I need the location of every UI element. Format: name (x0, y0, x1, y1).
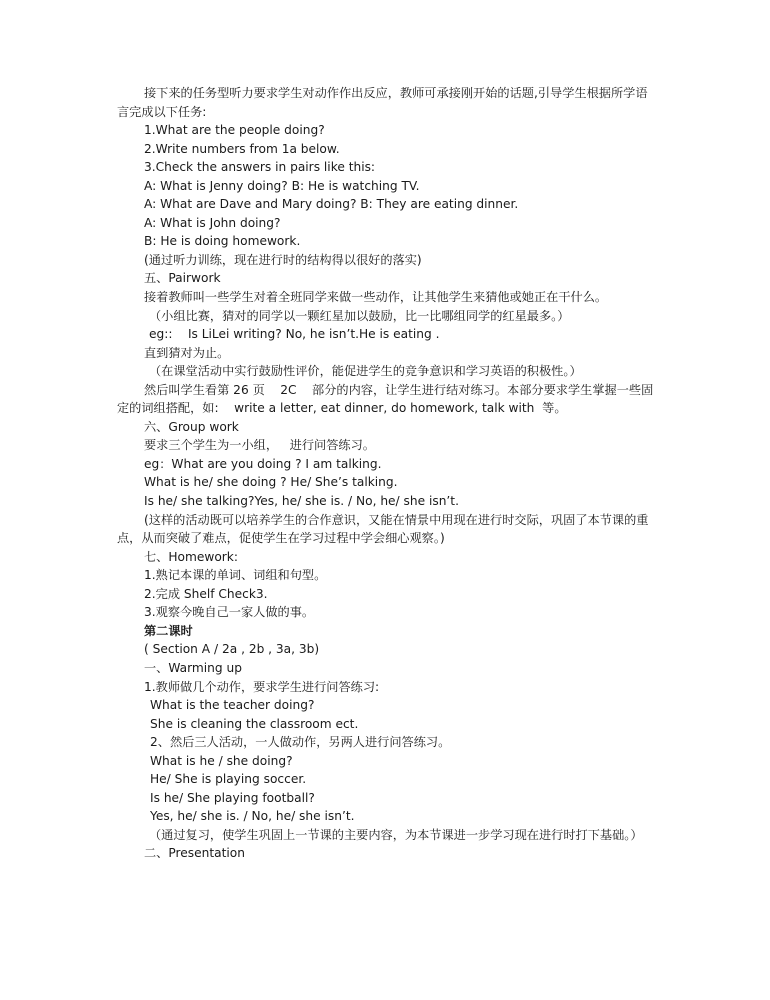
note-line: （小组比赛，猜对的同学以一颗红星加以鼓励，比一比哪组同学的红星最多。） (149, 308, 570, 323)
note-paragraph: （通过复习，使学生巩固上一节课的主要内容，为本节课进一步学习现在进行时打下基础。） (149, 827, 643, 842)
text-line: 2、然后三人活动，一人做动作，另两人进行问答练习。 (150, 735, 451, 750)
homework-item: 1.熟记本课的单词、词组和句型。 (144, 568, 327, 583)
section-heading-groupwork: 六、Group work (144, 419, 239, 434)
task-2: 2.Write numbers from 1a below. (144, 141, 340, 156)
lesson-title: 第二课时 (144, 623, 193, 638)
section-heading-pairwork: 五、Pairwork (144, 271, 221, 286)
note-paragraph: (这样的活动既可以培养学生的合作意识，又能在情景中用现在进行时交际，巩固了本节课的重点，从而突破了难点，促使学生在学习过程中学会细心观察。) (117, 512, 649, 546)
note-line: (通过听力训练，现在进行时的结构得以很好的落实) (144, 252, 422, 267)
paragraph-pair-practice: 然后叫学生看第 26 页 2C 部分的内容，让学生进行结对练习。本部分要求学生掌握一些固定的词组搭配，如: write a letter, eat dinner, do homework, talk with 等。 (117, 382, 654, 416)
document-body (117, 84, 657, 863)
section-heading-homework: 七、Homework: (144, 549, 238, 564)
dialog-line: A: What is Jenny doing? B: He is watching TV. (144, 178, 420, 193)
task-1: 1.What are the people doing? (144, 123, 325, 138)
section-heading-warming-up: 一、Warming up (144, 660, 242, 675)
example-line: What is he / she doing? (150, 753, 293, 768)
paragraph-listening-task: 接下来的任务型听力要求学生对动作作出反应，教师可承接刚开始的话题,引导学生根据所学语言完成以下任务: (117, 86, 648, 119)
dialog-line: A: What are Dave and Mary doing? B: They are eating dinner. (144, 197, 519, 212)
text-line: 要求三个学生为一小组， 进行问答练习。 (144, 438, 375, 453)
example-line: Is he/ She playing football? (150, 790, 315, 805)
task-3: 3.Check the answers in pairs like this: (144, 160, 376, 175)
example-line: What is he/ she doing ? He/ She’s talking. (144, 475, 398, 490)
example-line: Yes, he/ she is. / No, he/ she isn’t. (150, 809, 355, 824)
example-line: She is cleaning the classroom ect. (150, 716, 359, 731)
text-line: 1.教师做几个动作，要求学生进行问答练习: (144, 679, 380, 694)
example-line: Is he/ she talking?Yes, he/ she is. / No, he/ she isn’t. (144, 494, 459, 509)
example-line: eg:: Is LiLei writing? No, he isn’t.He is eating . (149, 327, 440, 342)
section-heading-presentation: 二、Presentation (144, 846, 245, 861)
dialog-line: B: He is doing homework. (144, 234, 301, 249)
note-line: （在课堂活动中实行鼓励性评价，能促进学生的竞争意识和学习英语的积极性。） (149, 364, 582, 379)
homework-item: 3.观察今晚自己一家人做的事。 (144, 605, 315, 620)
lesson-scope: ( Section A / 2a , 2b , 3a, 3b) (144, 642, 320, 657)
example-line: He/ She is playing soccer. (150, 772, 307, 787)
dialog-line: A: What is John doing? (144, 215, 281, 230)
example-line: What is the teacher doing? (150, 698, 315, 713)
text-line: 直到猜对为止。 (144, 345, 230, 360)
paragraph-pairwork: 接着教师叫一些学生对着全班同学来做一些动作，让其他学生来猜他或她正在干什么。 (144, 290, 608, 305)
homework-item: 2.完成 Shelf Check3. (144, 586, 268, 601)
example-line: eg：What are you doing ? I am talking. (144, 456, 382, 471)
